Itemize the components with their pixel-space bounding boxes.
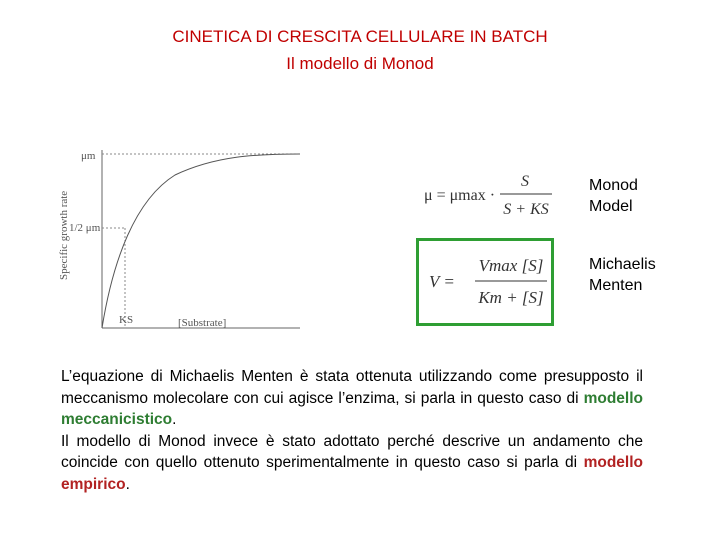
monod-label-line1: Monod <box>589 177 638 194</box>
monod-model-label <box>589 175 638 217</box>
monod-denominator: S + KS <box>503 201 549 218</box>
monod-growth-graph <box>55 140 310 340</box>
x-axis-label: [Substrate] <box>178 317 227 329</box>
mu-max-label: μm <box>81 150 96 162</box>
ks-label: KS <box>119 314 134 326</box>
paragraph-empirical: Il modello di Monod invece è stato adottato perché descrive un andamento che coincide con quello ottenuto sperimentalmente in questo caso si parla di modello empirico. <box>61 432 643 493</box>
half-mu-label: 1/2 μm <box>69 222 101 234</box>
y-axis-label: Specific growth rate <box>58 190 70 280</box>
michaelis-menten-formula <box>419 241 551 323</box>
mm-denominator: Km + [S] <box>478 288 544 307</box>
michaelis-menten-box <box>416 238 554 326</box>
monod-numerator: S <box>521 173 529 190</box>
mm-numerator: Vmax [S] <box>478 256 544 275</box>
monod-curve <box>102 154 300 328</box>
slide-subtitle: Il modello di Monod <box>286 54 434 73</box>
paragraph-mechanistic: L’equazione di Michaelis Menten è stata ottenuta utilizzando come presupposto il meccanismo molecolare con cui agisce l’enzima, si parla in questo caso di modello meccanicistico. <box>61 368 643 428</box>
mm-lhs: V = <box>429 272 455 291</box>
mm-label-line1: Michaelis <box>589 256 656 273</box>
monod-formula <box>420 170 570 222</box>
mechanistic-model-term: modello meccanicistico <box>61 389 643 428</box>
mm-label-line2: Menten <box>589 277 643 294</box>
michaelis-menten-label <box>589 254 656 296</box>
explanation-text <box>61 366 643 495</box>
slide-title: CINETICA DI CRESCITA CELLULARE IN BATCH <box>172 27 548 46</box>
monod-lhs: μ = μmax · <box>424 187 496 204</box>
empirical-model-term: modello empirico <box>61 454 643 493</box>
monod-label-line2: Model <box>589 198 633 215</box>
